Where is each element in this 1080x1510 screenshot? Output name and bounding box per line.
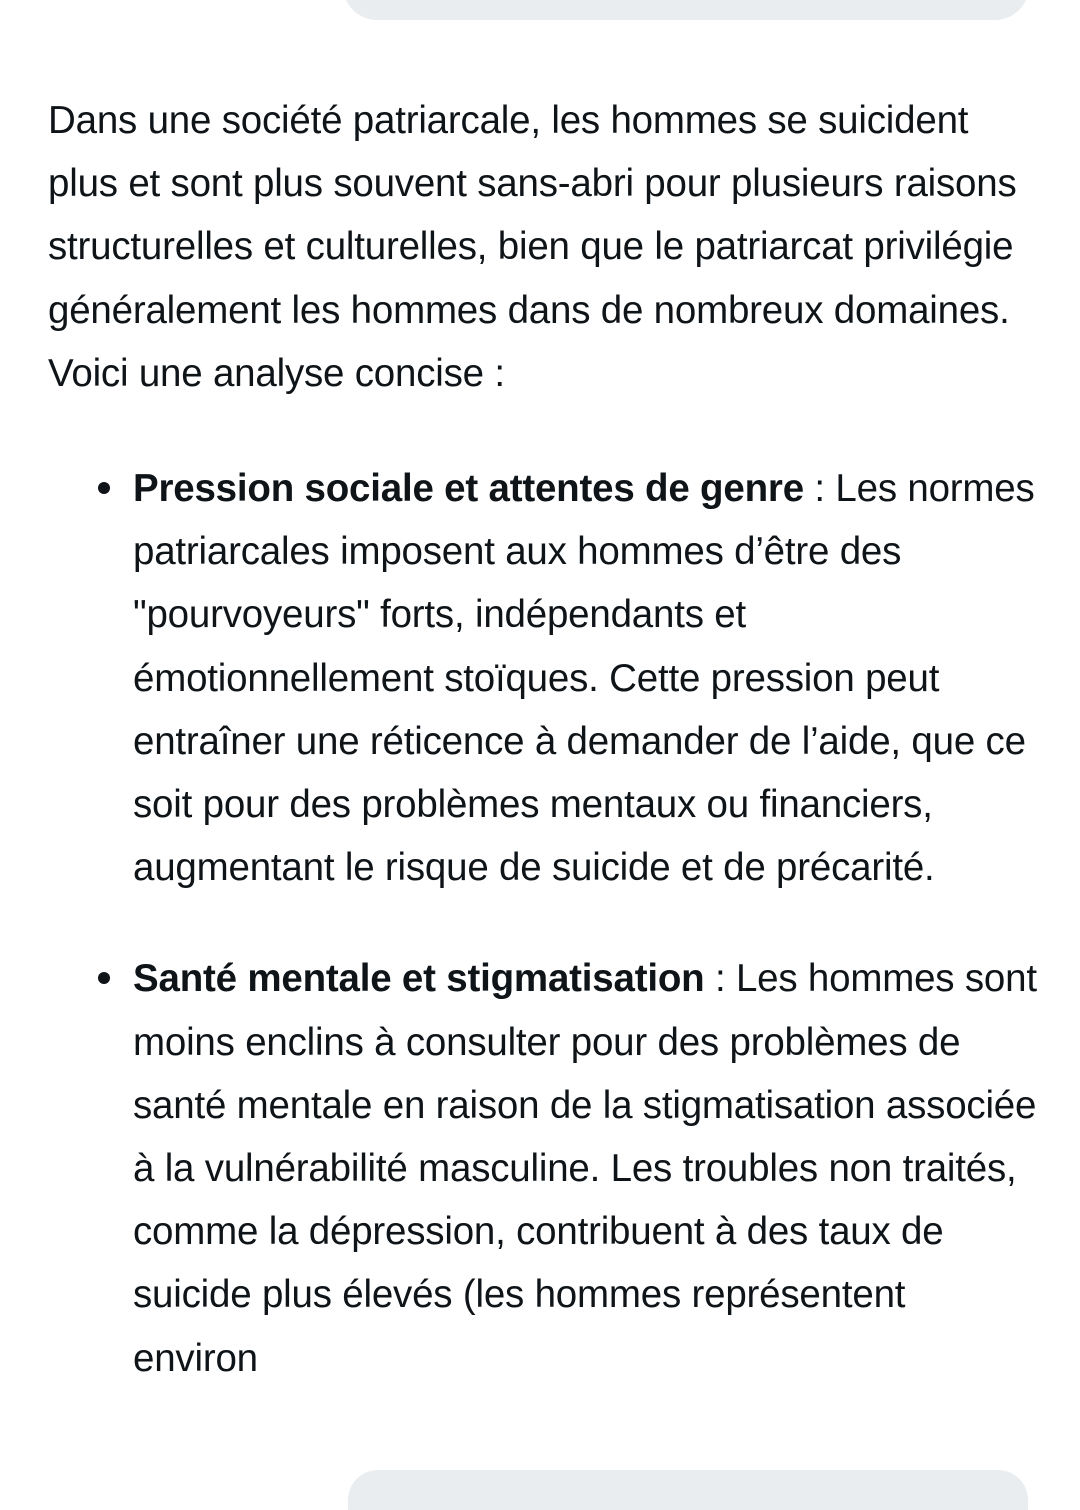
list-item <box>48 457 1038 899</box>
point-text: Les normes patriarcales imposent aux hommes d’être des "pourvoyeurs" forts, indépendants et émotionnellement stoïques. Cette pression peut entraîner une réticence à demander de l’aide, que ce soit pour des problèmes mentaux ou financiers, augmentant le risque de suicide et de précarité. <box>133 467 1035 890</box>
assistant-response <box>48 89 1038 1438</box>
point-title: Pression sociale et attentes de genre <box>133 467 804 511</box>
point-separator: : <box>704 957 736 1001</box>
intro-paragraph: Dans une société patriarcale, les hommes se suicident plus et sont plus souvent sans-abri pour plusieurs raisons structurelles et culturelles, bien que le patriarcat privilégie généralement les hommes dans de nombreux domaines. Voici une analyse concise : <box>48 99 1017 395</box>
point-text: Les hommes sont moins enclins à consulter pour des problèmes de santé mentale en raison de la stigmatisation associée à la vulnérabilité masculine. Les troubles non traités, comme la dépression, contribuent à des taux de suicide plus élevés (les hommes représentent environ <box>133 957 1037 1380</box>
point-title: Santé mentale et stigmatisation <box>133 957 705 1001</box>
bullet-icon <box>98 482 110 494</box>
bullet-icon <box>98 972 110 984</box>
previous-message-bubble <box>343 0 1029 20</box>
next-message-bubble <box>348 1470 1028 1510</box>
point-separator: : <box>803 467 836 511</box>
list-item <box>48 947 1038 1389</box>
analysis-list <box>48 457 1038 1390</box>
